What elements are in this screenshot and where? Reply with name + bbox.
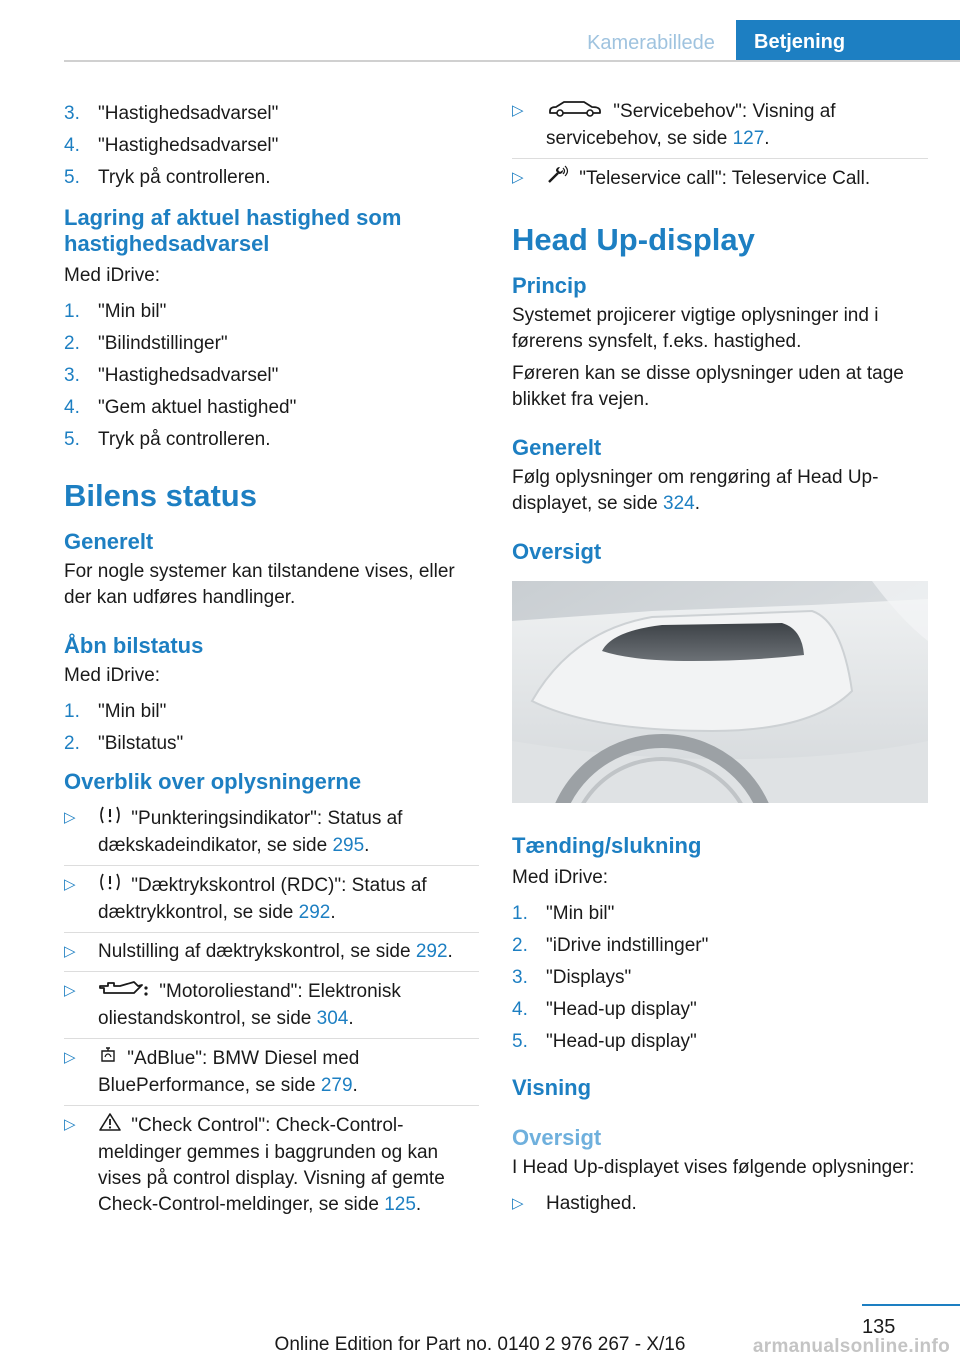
list-item: [64, 165, 479, 191]
page-ref-link[interactable]: 279: [320, 1075, 353, 1096]
steps-list-1: [64, 101, 479, 191]
bullet-end: .: [348, 1008, 354, 1029]
list-text: "Head-up display": [546, 1031, 697, 1052]
list-item: [512, 965, 928, 991]
bullet-end: .: [764, 128, 770, 149]
med-idrive-text: Med iDrive:: [64, 665, 161, 686]
adblue-icon: [98, 1045, 118, 1073]
list-number: 4.: [64, 135, 80, 156]
paragraph-generelt: For nogle systemer kan tilstandene vises, eller der kan udføres handlinger.: [64, 561, 455, 608]
left-column: [64, 96, 479, 1224]
car-service-icon: [546, 98, 604, 126]
page-number: 135: [862, 1316, 896, 1338]
list-text: "Hastighedsadvarsel": [98, 135, 279, 156]
paragraph-end: .: [694, 493, 701, 514]
list-number: 3.: [64, 103, 80, 124]
list-number: 5.: [64, 167, 80, 188]
list-text: "Min bil": [98, 301, 167, 322]
list-item: [512, 1029, 928, 1055]
med-idrive-text: Med iDrive:: [512, 867, 609, 888]
status-bullet-list-2: [512, 96, 928, 199]
heading-lagring: Lagring af aktuel hastighed som hastighedsadvarsel: [64, 205, 402, 256]
teleservice-icon: [546, 165, 570, 193]
list-number: 4.: [512, 999, 528, 1020]
list-number: 1.: [64, 701, 80, 722]
list-item: [64, 1039, 479, 1106]
bullet-text: "AdBlue": BMW Diesel med BluePerformance, se side: [98, 1048, 360, 1096]
list-number: 3.: [512, 967, 528, 988]
heading-princip: Princip: [512, 273, 587, 298]
bullet-marker: ▷: [64, 876, 76, 893]
bullet-text: "Servicebehov": Visning af servicebehov, se side: [546, 101, 836, 149]
heading-taending: Tænding/slukning: [512, 833, 702, 858]
list-text: Tryk på controlleren.: [98, 429, 271, 450]
list-item: [512, 1185, 928, 1223]
list-item: [64, 799, 479, 866]
tire-warning-icon: [98, 872, 122, 900]
watermark: armanualsonline.info: [752, 1336, 950, 1357]
list-text: Tryk på controlleren.: [98, 167, 271, 188]
paragraph-generelt-hud: [512, 465, 928, 517]
page-ref-link[interactable]: 127: [732, 128, 765, 149]
list-item: [64, 699, 479, 725]
steps-list-4: [512, 901, 928, 1055]
page-number-rule: [862, 1304, 960, 1306]
heading-head-up-display: Head Up-display: [512, 222, 755, 257]
list-number: 2.: [64, 733, 80, 754]
bullet-end: .: [364, 835, 370, 856]
list-number: 1.: [512, 903, 528, 924]
list-item: [64, 933, 479, 972]
list-number: 5.: [512, 1031, 528, 1052]
med-idrive-text: Med iDrive:: [64, 265, 161, 286]
right-column: [512, 96, 928, 1223]
heading-overblik: Overblik over oplysningerne: [64, 769, 362, 794]
list-text: "Bilstatus": [98, 733, 184, 754]
list-text: "Head-up display": [546, 999, 697, 1020]
list-item: [64, 731, 479, 757]
bullet-end: .: [447, 941, 453, 962]
list-item: [512, 159, 928, 199]
list-number: 4.: [64, 397, 80, 418]
bullet-end: .: [352, 1075, 358, 1096]
list-text: "Displays": [546, 967, 632, 988]
bullet-text: "Punkteringsindikator": Status af dækskadeindikator, se side: [98, 808, 403, 856]
bullet-marker: ▷: [64, 1049, 76, 1066]
page-ref-link[interactable]: 125: [384, 1194, 416, 1215]
header-tab-betjening[interactable]: Betjening: [736, 20, 960, 62]
bullet-marker: ▷: [64, 809, 76, 826]
heading-generelt: Generelt: [64, 529, 154, 554]
heading-oversigt: Oversigt: [512, 539, 602, 564]
heading-bilens-status: Bilens status: [64, 478, 257, 513]
bullet-end: .: [330, 902, 336, 923]
list-item: [64, 395, 479, 421]
bullet-marker: ▷: [512, 169, 524, 186]
bullet-text: "Dæktrykskontrol (RDC)": Status af dæktrykkontrol, se side: [98, 875, 427, 923]
bullet-end: .: [415, 1194, 422, 1215]
header-rule: [64, 60, 960, 62]
list-item: [512, 933, 928, 959]
list-item: [512, 901, 928, 927]
heading-visning: Visning: [512, 1075, 592, 1100]
bullet-marker: ▷: [64, 982, 76, 999]
status-bullet-list: [64, 799, 479, 1224]
page-ref-link[interactable]: 295: [332, 835, 365, 856]
list-number: 1.: [64, 301, 80, 322]
list-item: [512, 96, 928, 159]
list-number: 2.: [512, 935, 528, 956]
paragraph-princip-2: Føreren kan se disse oplysninger uden at tage blikket fra vejen.: [512, 363, 904, 410]
list-text: "Hastighedsadvarsel": [98, 365, 279, 386]
bullet-marker: ▷: [64, 943, 76, 960]
page-ref-link[interactable]: 292: [415, 941, 448, 962]
hud-photo-illustration: [512, 581, 928, 803]
list-number: 3.: [64, 365, 80, 386]
steps-list-2: [64, 299, 479, 453]
bullet-text: "Motoroliestand": Elektronisk oliestandskontrol, se side: [98, 981, 401, 1029]
heading-generelt-hud: Generelt: [512, 435, 602, 460]
bullet-text: "Check Control": Check-Control-meldinger gemmes i baggrunden og kan vises på control display. Visning af gemte Check-Control-meldinger, se side: [98, 1115, 445, 1215]
paragraph-text: Følg oplysninger om rengøring af Head Up-displayet, se side: [512, 467, 879, 514]
hud-info-list: [512, 1185, 928, 1223]
list-item: [64, 972, 479, 1039]
list-text: "Gem aktuel hastighed": [98, 397, 297, 418]
paragraph-visning: I Head Up-displayet vises følgende oplysninger:: [512, 1157, 915, 1178]
list-text: "Min bil": [98, 701, 167, 722]
list-item: [64, 427, 479, 453]
bullet-text: "Teleservice call": Teleservice Call.: [574, 168, 871, 190]
list-item: [64, 1106, 479, 1224]
page-ref-link[interactable]: 304: [316, 1008, 349, 1029]
steps-list-3: [64, 699, 479, 757]
list-text: "Hastighedsadvarsel": [98, 103, 279, 124]
footer-edition: Online Edition for Part no. 0140 2 976 267 - X/16: [274, 1334, 686, 1355]
bullet-text: Hastighed.: [546, 1193, 637, 1214]
oil-can-icon: [98, 978, 150, 1006]
warning-triangle-icon: [98, 1112, 122, 1140]
heading-aabn-bilstatus: Åbn bilstatus: [64, 633, 204, 658]
list-text: "Min bil": [546, 903, 615, 924]
heading-oversigt-2: Oversigt: [512, 1125, 602, 1150]
bullet-marker: ▷: [512, 102, 524, 119]
bullet-marker: ▷: [64, 1116, 76, 1133]
list-text: "Bilindstillinger": [98, 333, 228, 354]
bullet-text: Nulstilling af dæktrykskontrol, se side: [98, 941, 416, 962]
page-ref-link[interactable]: 324: [663, 493, 695, 514]
header-tab-kamerabillede[interactable]: Kamerabillede: [587, 32, 715, 54]
paragraph-princip-1: Systemet projicerer vigtige oplysninger ind i førerens synsfelt, f.eks. hastighed.: [512, 305, 879, 352]
list-text: "iDrive indstillinger": [546, 935, 709, 956]
list-item: [64, 866, 479, 933]
bullet-marker: ▷: [512, 1195, 524, 1212]
list-item: [64, 101, 479, 127]
head-up-display-photo: [512, 581, 928, 803]
list-item: [512, 997, 928, 1023]
list-item: [64, 331, 479, 357]
list-number: 5.: [64, 429, 80, 450]
list-item: [64, 363, 479, 389]
list-number: 2.: [64, 333, 80, 354]
page-ref-link[interactable]: 292: [298, 902, 331, 923]
list-item: [64, 133, 479, 159]
tire-warning-icon: [98, 805, 122, 833]
list-item: [64, 299, 479, 325]
